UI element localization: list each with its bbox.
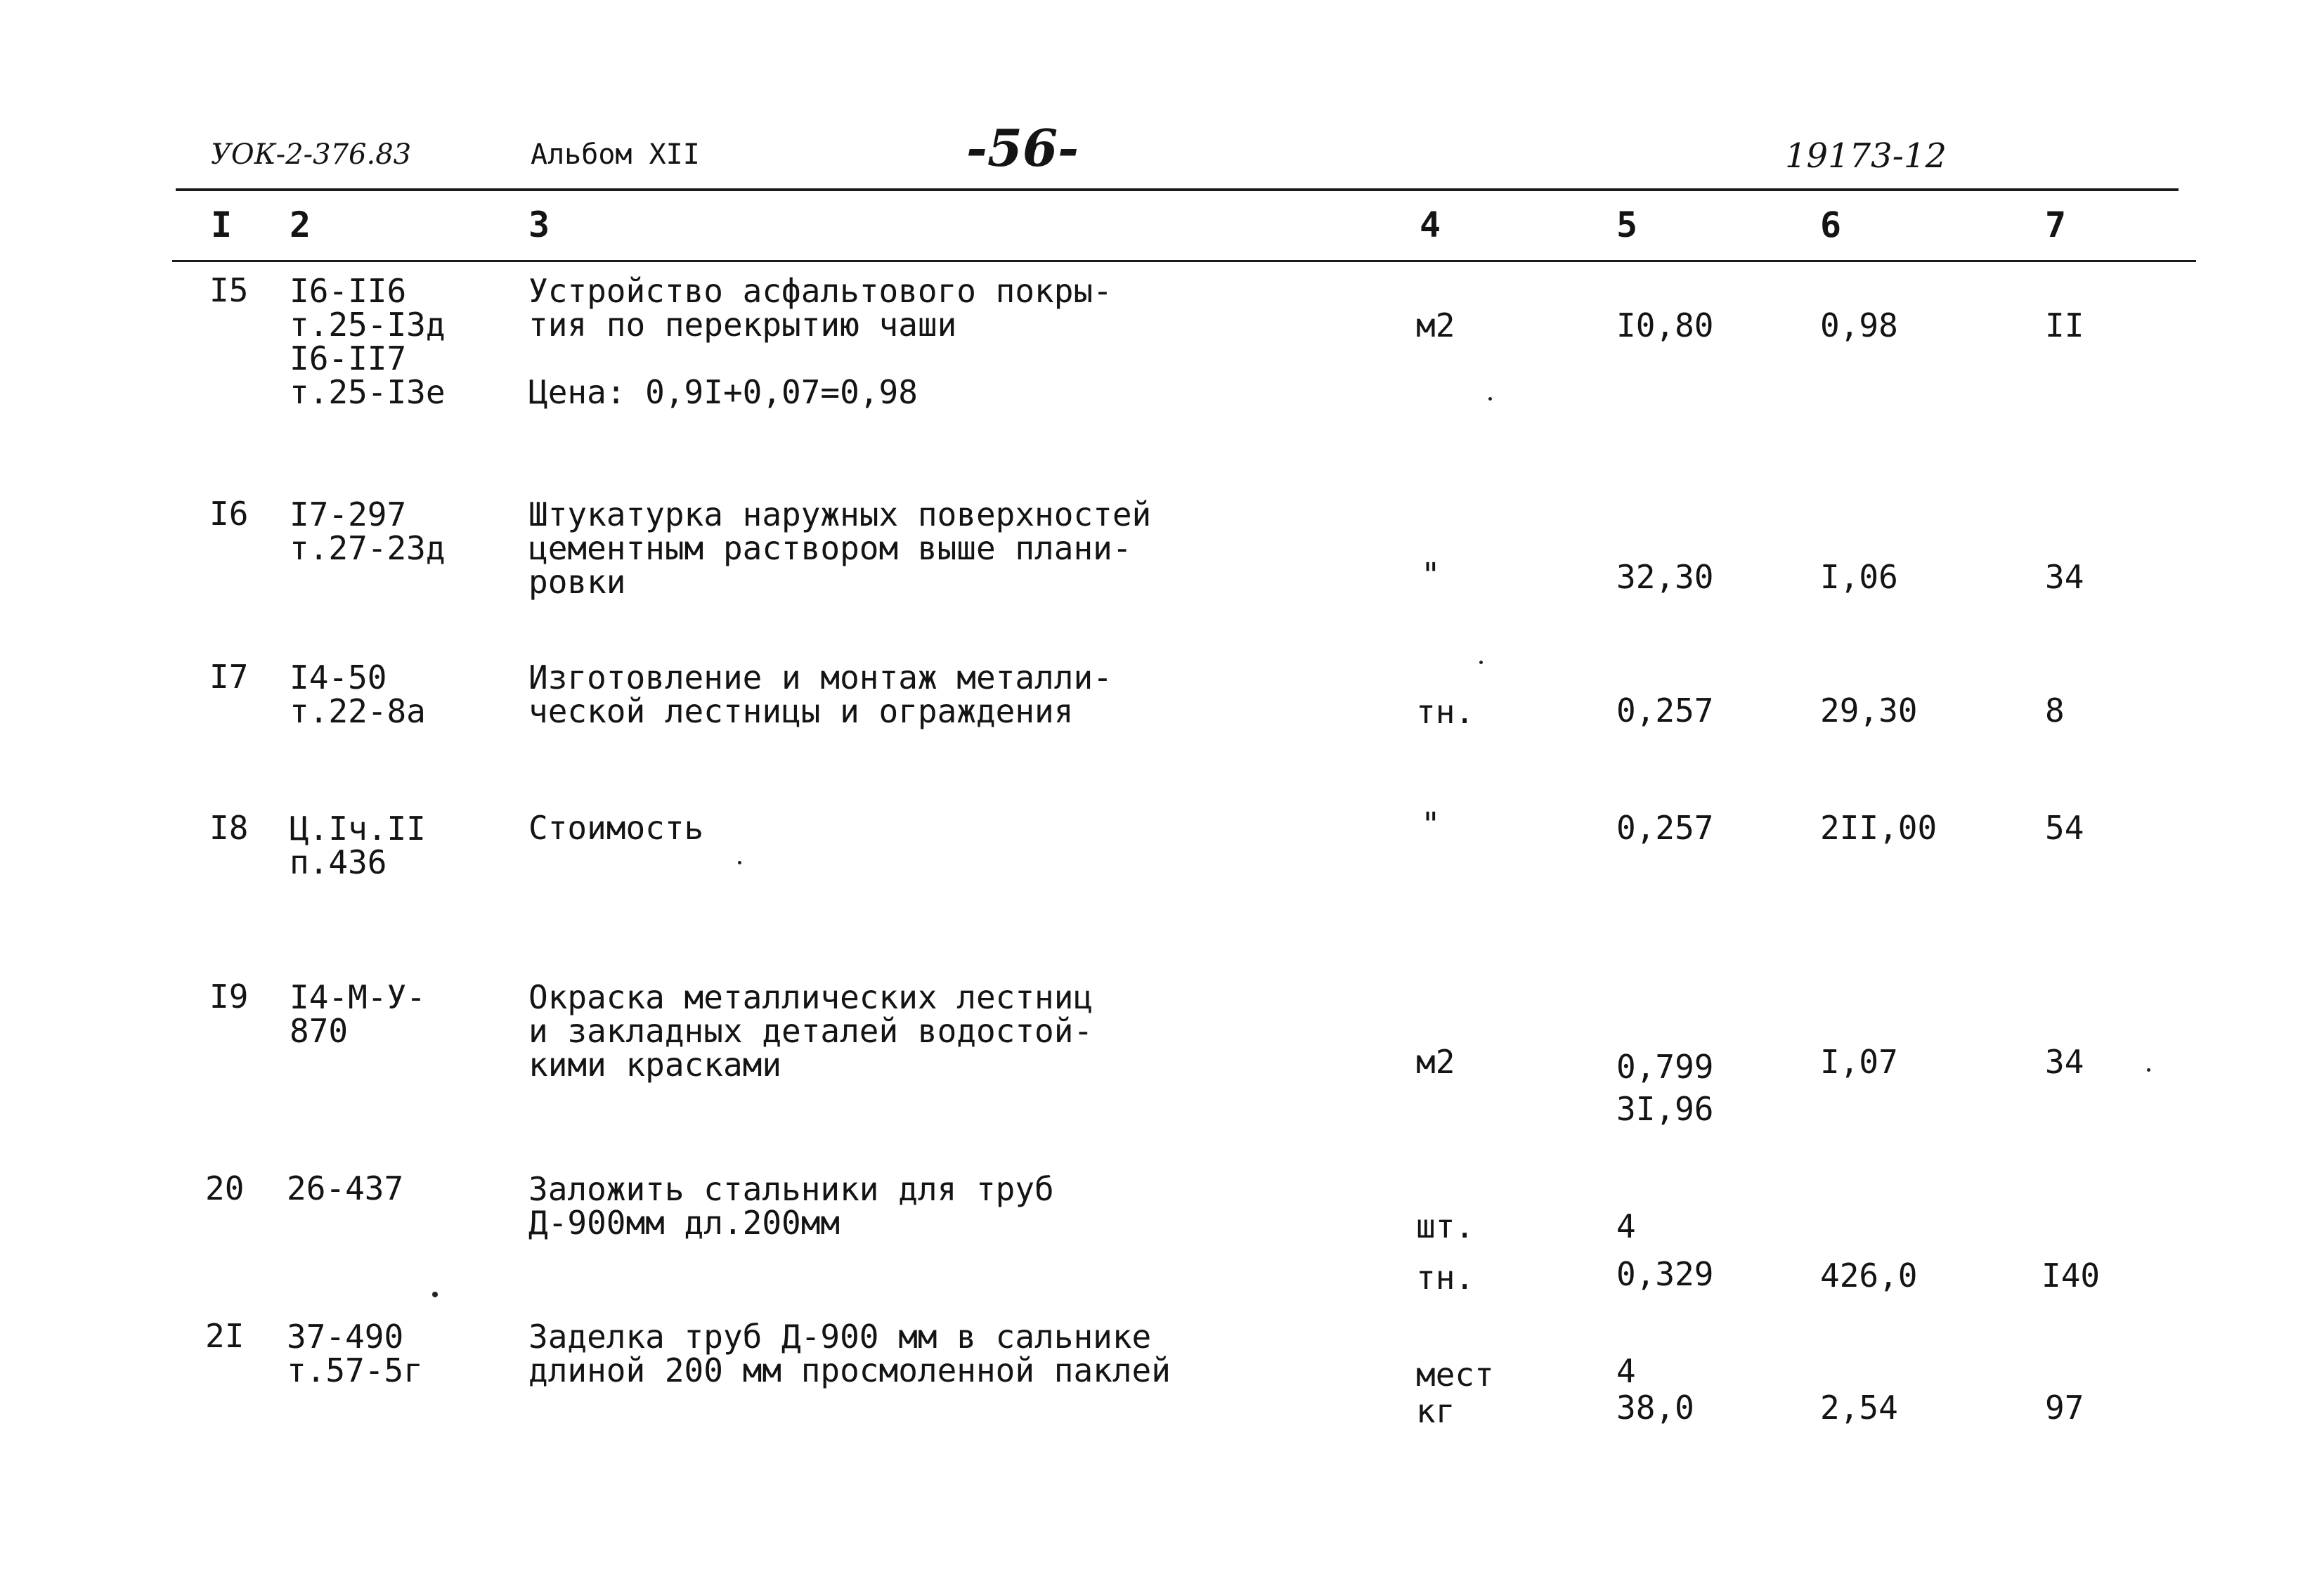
row-unit-price: 426,0 <box>1820 1257 1918 1294</box>
row-quantity: 0,799 3I,96 <box>1616 1048 1714 1128</box>
row-unit: " <box>1421 805 1441 843</box>
row-total: 34 <box>2045 558 2084 596</box>
row-unit-price: 2,54 <box>1820 1389 1898 1427</box>
row-number: I7 <box>209 658 249 696</box>
scan-speck <box>2147 1068 2150 1072</box>
row-description-price-note: Цена: 0,9I+0,07=0,98 <box>528 373 918 411</box>
column-number-4: 4 <box>1420 205 1441 245</box>
column-number-3: 3 <box>528 205 550 245</box>
row-unit: м2 <box>1416 306 1455 344</box>
row-unit: м2 <box>1416 1043 1455 1081</box>
row-unit-price: 2II,00 <box>1820 809 1937 847</box>
scan-speck <box>1488 397 1492 401</box>
row-total: 54 <box>2045 809 2084 847</box>
row-norm-code: 37-490 т.57-5г <box>287 1318 423 1389</box>
header-rule <box>176 188 2179 191</box>
row-number: 20 <box>205 1169 245 1207</box>
row-quantity: 32,30 <box>1616 558 1714 596</box>
row-norm-code: I7-297 т.27-23д <box>290 495 446 567</box>
column-number-1: I <box>211 205 233 245</box>
row-number: I5 <box>209 271 249 309</box>
reference-number: 19173-12 <box>1785 136 1947 176</box>
column-number-6: 6 <box>1820 205 1842 245</box>
row-description: Стоимость <box>528 809 704 847</box>
row-description: Заделка труб Д-900 мм в сальнике длиной 200 мм просмоленной паклей <box>528 1318 1171 1389</box>
row-unit-secondary: тн. <box>1416 1259 1475 1297</box>
row-description: Устройство асфальтового покры- тия по перекрытию чаши <box>528 272 1112 344</box>
scan-speck <box>432 1292 438 1297</box>
row-unit: мест кг <box>1416 1356 1494 1430</box>
document-code: УОК-2-376.83 <box>211 138 412 171</box>
scan-speck <box>1479 661 1483 664</box>
row-quantity: 0,257 <box>1616 809 1714 847</box>
row-description: Заложить стальники для труб Д-900мм дл.200мм <box>528 1170 1054 1242</box>
row-unit: тн. <box>1416 693 1475 731</box>
row-quantity: 0,257 <box>1616 692 1714 729</box>
row-number: I6 <box>209 495 249 533</box>
row-norm-code: Ц.Iч.II п.436 <box>290 810 426 881</box>
row-description: Изготовление и монтаж металли- ческой лестницы и ограждения <box>528 658 1112 730</box>
column-number-7: 7 <box>2045 205 2067 245</box>
row-norm-code: I4-50 т.22-8а <box>290 658 426 730</box>
row-number: I8 <box>209 809 249 847</box>
page-number: -56- <box>966 118 1079 178</box>
row-total: 8 <box>2045 692 2065 729</box>
row-quantity: 4 <box>1616 1207 1636 1245</box>
row-total: 97 <box>2045 1389 2084 1427</box>
row-unit-price: I,07 <box>1820 1043 1898 1081</box>
row-number: 2I <box>205 1317 245 1355</box>
row-unit-price: I,06 <box>1820 558 1898 596</box>
row-description: Штукатурка наружных поверхностей цементным раствором выше плани- ровки <box>528 495 1152 601</box>
row-quantity: 4 38,0 <box>1616 1352 1694 1427</box>
album-label: Альбом XII <box>531 138 700 171</box>
row-total: II <box>2045 306 2084 344</box>
row-quantity: I0,80 <box>1616 306 1714 344</box>
row-norm-code: I4-М-У- 870 <box>290 978 426 1050</box>
column-header-rule <box>172 260 2196 262</box>
row-norm-code: 26-437 <box>287 1169 404 1207</box>
row-unit: " <box>1421 556 1441 594</box>
row-total: I40 <box>2041 1257 2101 1294</box>
column-number-2: 2 <box>290 205 311 245</box>
row-unit: шт. <box>1416 1207 1475 1245</box>
row-number: I9 <box>209 978 249 1015</box>
row-description: Окраска металлических лестниц и закладных деталей водостой- кими красками <box>528 978 1093 1084</box>
row-unit-price: 0,98 <box>1820 306 1898 344</box>
row-unit-price: 29,30 <box>1820 692 1918 729</box>
row-quantity-secondary: 0,329 <box>1616 1255 1714 1293</box>
row-total: 34 <box>2045 1043 2084 1081</box>
column-number-5: 5 <box>1616 205 1638 245</box>
scan-speck <box>738 861 741 864</box>
row-norm-code: I6-II6 т.25-I3д I6-II7 т.25-I3е <box>290 272 446 411</box>
